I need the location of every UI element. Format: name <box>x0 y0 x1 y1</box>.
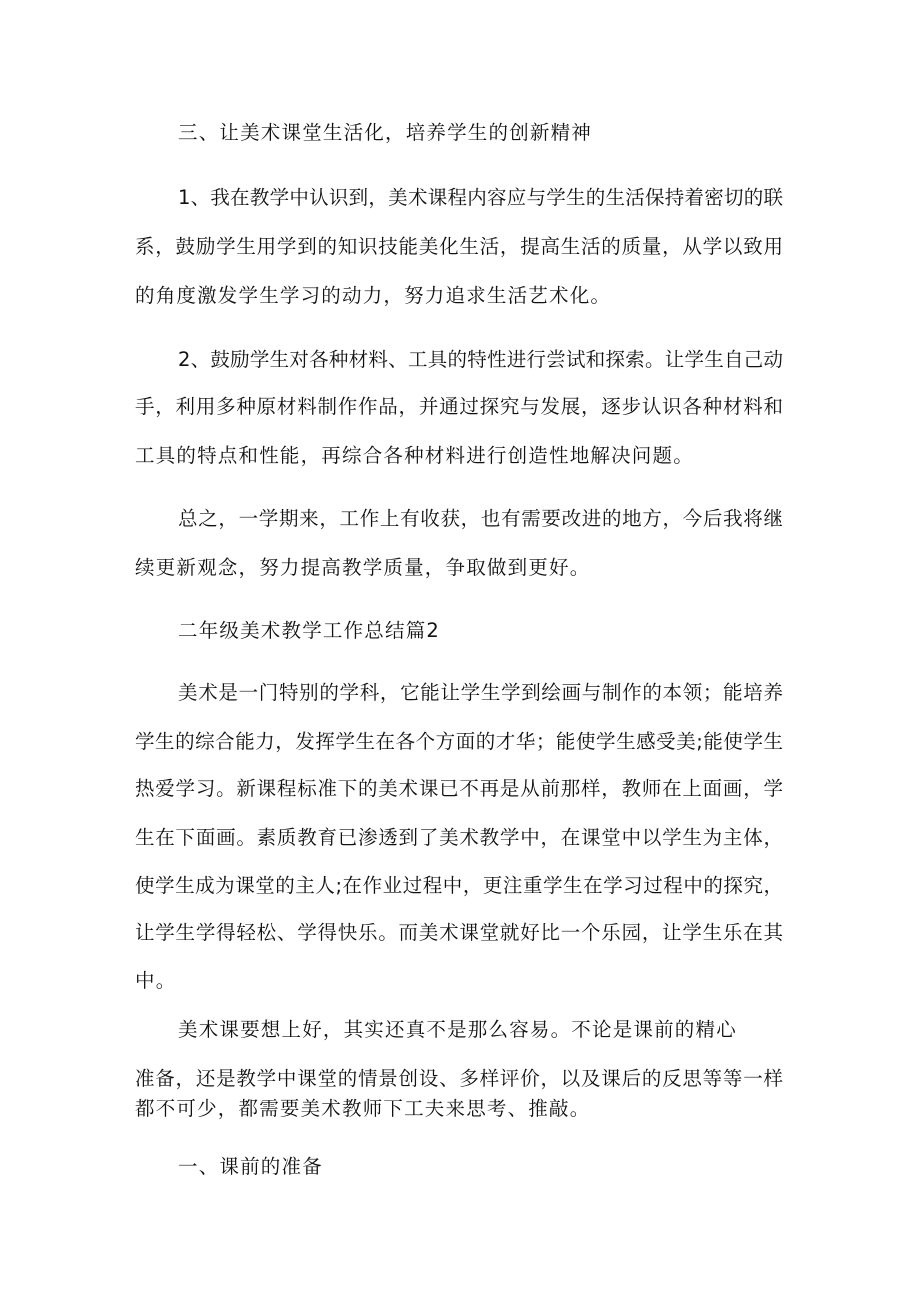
paragraph-line: 都不可少，都需要美术教师下工夫来思考、推敲。 <box>135 1097 591 1120</box>
paragraph-line: 中。 <box>135 969 177 992</box>
paragraph-line: 美术是一门特别的学科，它能让学生学到绘画与制作的本领；能培养 <box>178 681 783 704</box>
section-heading: 一、课前的准备 <box>178 1155 323 1178</box>
paragraph-line: 2、鼓励学生对各种材料、工具的特性进行尝试和探索。让学生自己动 <box>178 348 783 371</box>
paragraph-line: 续更新观念，努力提高教学质量，争取做到更好。 <box>135 556 591 579</box>
paragraph-line: 总之，一学期来，工作上有收获，也有需要改进的地方，今后我将继 <box>178 507 783 530</box>
paragraph-line: 使学生成为课堂的主人;在作业过程中，更注重学生在学习过程中的探究， <box>135 874 783 897</box>
article-title: 二年级美术教学工作总结篇2 <box>178 619 441 642</box>
paragraph-line: 热爱学习。新课程标准下的美术课已不再是从前那样，教师在上面画，学 <box>135 777 783 800</box>
paragraph-line: 生在下面画。素质教育已渗透到了美术教学中，在课堂中以学生为主体， <box>135 826 783 849</box>
paragraph-line: 工具的特点和性能，再综合各种材料进行创造性地解决问题。 <box>135 444 694 467</box>
paragraph-line: 准备，还是教学中课堂的情景创设、多样评价，以及课后的反思等等一样 <box>135 1067 783 1090</box>
paragraph-line: 1、我在教学中认识到，美术课程内容应与学生的生活保持着密切的联 <box>178 186 783 209</box>
section-heading: 三、让美术课堂生活化，培养学生的创新精神 <box>178 121 593 144</box>
paragraph-line: 学生的综合能力，发挥学生在各个方面的才华；能使学生感受美;能使学生 <box>135 730 783 753</box>
paragraph-line: 手，利用多种原材料制作作品，并通过探究与发展，逐步认识各种材料和 <box>135 395 783 418</box>
paragraph-line: 美术课要想上好，其实还真不是那么容易。不论是课前的精心 <box>178 1018 737 1041</box>
paragraph-line: 系，鼓励学生用学到的知识技能美化生活，提高生活的质量，从学以致用 <box>135 235 783 258</box>
paragraph-line: 让学生学得轻松、学得快乐。而美术课堂就好比一个乐园，让学生乐在其 <box>135 921 783 944</box>
paragraph-line: 的角度激发学生学习的动力，努力追求生活艺术化。 <box>135 284 612 307</box>
